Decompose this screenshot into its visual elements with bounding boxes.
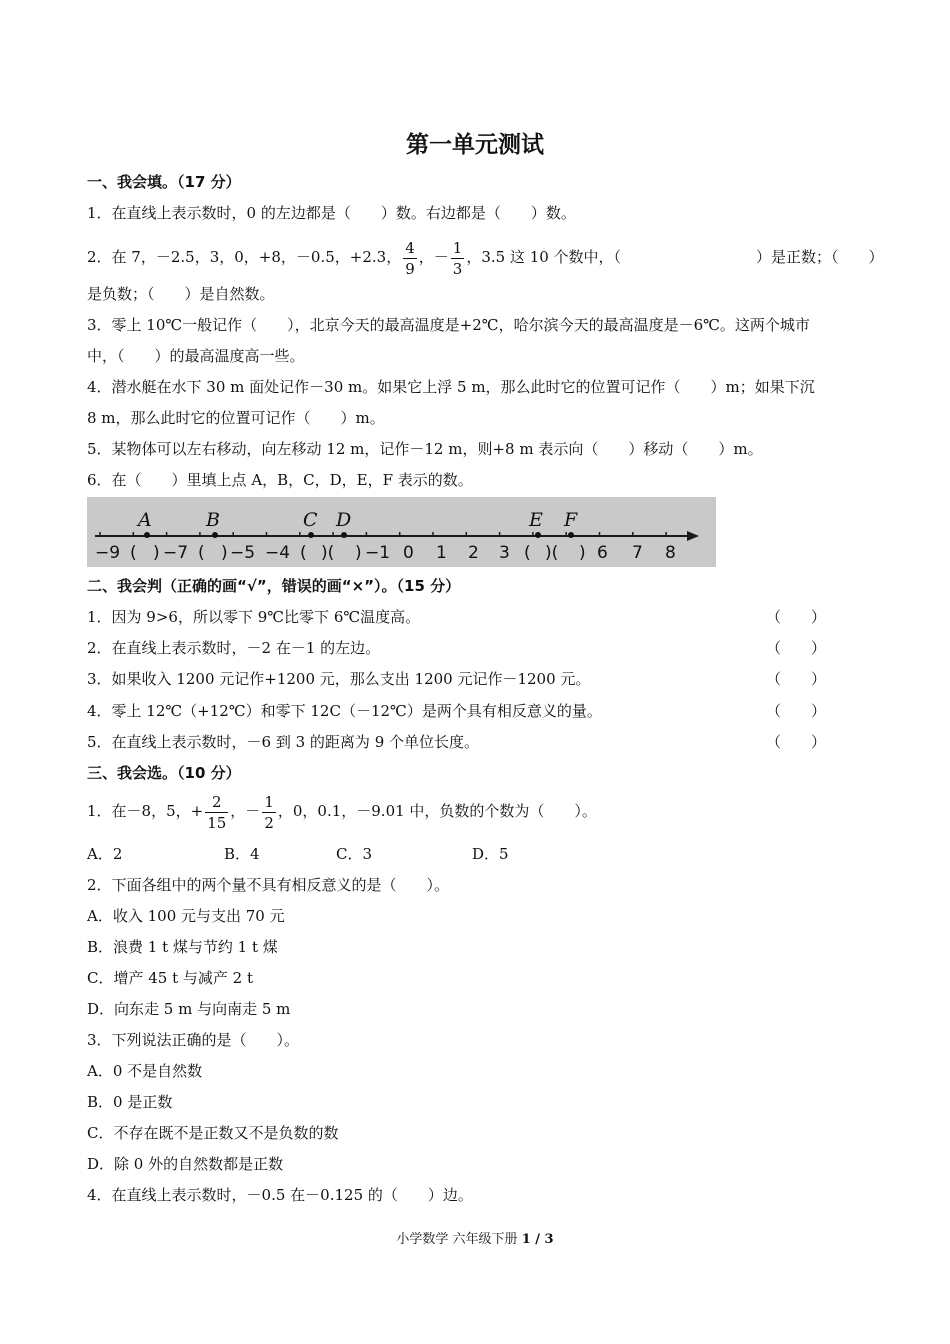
point-dot-c: [308, 532, 314, 538]
s2-item-5: 5．在直线上表示数时，－6 到 3 的距离为 9 个单位长度。: [87, 733, 480, 751]
s3-q1-text-a: 1．在－8，5，+: [87, 802, 204, 820]
s1-q2-text-b: ，3.5 这 10 个数中，（ ）是正数；（ ）: [466, 248, 884, 266]
fraction-denominator: 2: [264, 813, 274, 832]
option-c[interactable]: C．增产 45 t 与减产 2 t: [87, 969, 254, 987]
s1-question-6: 6．在（ ）里填上点 A，B，C，D，E，F 表示的数。: [87, 471, 473, 489]
tick-label: ): [153, 543, 160, 563]
fraction-numerator: 2: [205, 792, 228, 813]
tick-label: 6: [597, 543, 608, 563]
tick-label: (: [300, 543, 307, 563]
fraction-1-3: [451, 238, 465, 279]
s3-question-2: 2．下面各组中的两个量不具有相反意义的是（ ）。: [87, 876, 450, 894]
point-label-f: F: [564, 509, 578, 531]
point-dot-a: [144, 532, 150, 538]
tick-label: 0: [403, 543, 414, 563]
fraction-denominator: 15: [207, 813, 227, 832]
option-d[interactable]: D．5: [472, 845, 509, 863]
s1-q2-text-a: 2．在 7，－2.5，3，0，+8，－0.5，+2.3，: [87, 248, 402, 266]
s2-item-2: 2．在直线上表示数时，－2 在－1 的左边。: [87, 639, 381, 657]
point-dot-b: [212, 532, 218, 538]
point-label-d: D: [336, 509, 352, 531]
answer-paren[interactable]: （ ）: [766, 639, 827, 657]
tick-label: 7: [632, 543, 643, 563]
option-b[interactable]: B．0 是正数: [87, 1093, 173, 1111]
page-footer: [0, 1228, 950, 1247]
fraction-2-15: [205, 792, 228, 833]
s1-question-2-cont: 是负数；（ ）是自然数。: [87, 285, 275, 303]
s3-question-4: 4．在直线上表示数时，－0.5 在－0.125 的（ ）边。: [87, 1186, 473, 1204]
option-a[interactable]: A．2: [87, 845, 123, 863]
s1-question-2: [87, 236, 884, 278]
s3-q1-sep: ，－: [230, 802, 261, 820]
s3-question-1: [87, 790, 597, 832]
fraction-numerator: 1: [452, 238, 463, 257]
tick-label: −5: [230, 543, 256, 563]
tick-label: ): [579, 543, 586, 563]
point-label-b: B: [206, 509, 220, 531]
point-label-c: C: [303, 509, 318, 531]
point-dot-e: [535, 532, 541, 538]
s1-q2-sep: ，－: [418, 248, 449, 266]
option-b[interactable]: B．浪费 1 t 煤与节约 1 t 煤: [87, 938, 278, 956]
fraction-1-2: [262, 792, 276, 833]
tick-label: ): [355, 543, 362, 563]
point-label-a: A: [138, 509, 152, 531]
s1-question-3: 3．零上 10℃一般记作（ ），北京今天的最高温度是+2℃，哈尔滨今天的最高温度是－6℃。这两个城市: [87, 316, 810, 334]
section3-heading: 三、我会选。（10 分）: [87, 764, 241, 782]
tick-label: −1: [365, 543, 391, 563]
number-line-figure: [87, 497, 716, 567]
section2-heading: 二、我会判（正确的画“√”，错误的画“×”）。（15 分）: [87, 577, 461, 595]
page-title: 第一单元测试: [406, 132, 544, 158]
option-a[interactable]: A．收入 100 元与支出 70 元: [87, 907, 285, 925]
point-dot-f: [568, 532, 574, 538]
footer-text: 小学数学 六年级下册: [396, 1232, 522, 1247]
option-d[interactable]: D．向东走 5 m 与向南走 5 m: [87, 1000, 291, 1018]
answer-paren[interactable]: （ ）: [766, 733, 827, 751]
s3-q1-text-b: ，0，0.1，－9.01 中，负数的个数为（ ）。: [277, 802, 597, 820]
option-d[interactable]: D．除 0 外的自然数都是正数: [87, 1155, 284, 1173]
fraction-4-9: [403, 238, 417, 279]
tick-label: )(: [545, 543, 559, 563]
option-a[interactable]: A．0 不是自然数: [87, 1062, 203, 1080]
tick-label: )(: [321, 543, 335, 563]
s2-item-4: 4．零上 12℃（+12℃）和零下 12C（－12℃）是两个具有相反意义的量。: [87, 702, 602, 720]
tick-label: (: [524, 543, 531, 563]
section1-heading: 一、我会填。（17 分）: [87, 173, 241, 191]
tick-label: −9: [95, 543, 121, 563]
s2-item-1: 1．因为 9>6，所以零下 9℃比零下 6℃温度高。: [87, 608, 421, 626]
fraction-numerator: 1: [264, 792, 274, 811]
s2-item-3: 3．如果收入 1200 元记作+1200 元，那么支出 1200 元记作－1200 元。: [87, 670, 591, 688]
s1-question-3-cont: 中，（ ）的最高温度高一些。: [87, 347, 305, 365]
s1-question-4-cont: 8 m，那么此时它的位置可记作（ ）m。: [87, 409, 385, 427]
answer-paren[interactable]: （ ）: [766, 670, 827, 688]
tick-label: 1: [436, 543, 447, 563]
point-dot-d: [341, 532, 347, 538]
point-label-e: E: [529, 509, 543, 531]
answer-paren[interactable]: （ ）: [766, 702, 827, 720]
page-number: 1 / 3: [521, 1232, 554, 1247]
fraction-denominator: 9: [405, 259, 415, 278]
tick-label: −4: [265, 543, 291, 563]
tick-label: (: [130, 543, 137, 563]
tick-label: 3: [499, 543, 510, 563]
fraction-numerator: 4: [405, 238, 415, 257]
tick-label: 8: [665, 543, 676, 563]
tick-label: ): [221, 543, 228, 563]
tick-label: 2: [468, 543, 479, 563]
tick-label: (: [198, 543, 205, 563]
option-b[interactable]: B．4: [224, 845, 260, 863]
fraction-denominator: 3: [452, 259, 463, 278]
s1-question-1: 1．在直线上表示数时，0 的左边都是（ ）数。右边都是（ ）数。: [87, 204, 576, 222]
s3-question-3: 3．下列说法正确的是（ ）。: [87, 1031, 300, 1049]
option-c[interactable]: C．3: [336, 845, 373, 863]
option-c[interactable]: C．不存在既不是正数又不是负数的数: [87, 1124, 339, 1142]
answer-paren[interactable]: （ ）: [766, 608, 827, 626]
s1-question-5: 5．某物体可以左右移动，向左移动 12 m，记作－12 m，则+8 m 表示向（ ）移动（ ）m。: [87, 440, 763, 458]
tick-label: −7: [163, 543, 189, 563]
s1-question-4: 4．潜水艇在水下 30 m 面处记作－30 m。如果它上浮 5 m，那么此时它的位置可记作（ ）m；如果下沉: [87, 378, 815, 396]
